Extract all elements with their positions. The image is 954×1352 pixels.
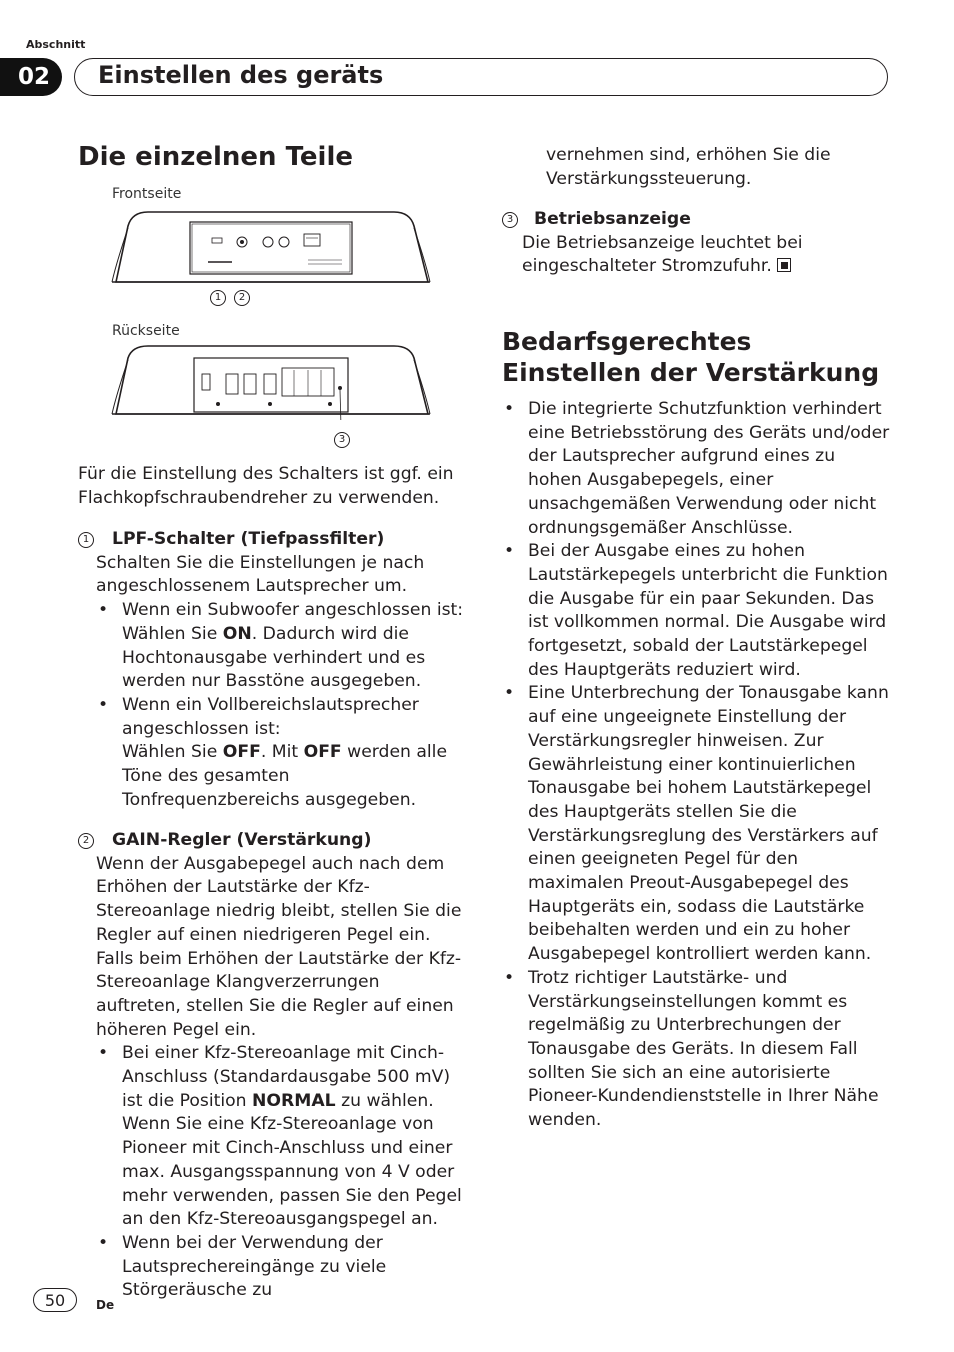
- continuation-text: vernehmen sind, erhöhen Sie die Verstärkungssteuerung.: [546, 145, 831, 189]
- callout-3-rear: 3: [334, 430, 350, 448]
- rear-panel-illustration: [108, 340, 434, 420]
- list-item: • Wenn ein Vollbereichslautsprecher angeschlossen ist: Wählen Sie OFF. Mit OFF werden alle Töne des gesamten Tonfrequenzbereichs ausgegeben.: [122, 694, 468, 813]
- chapter-title: Einstellen des geräts: [98, 61, 384, 89]
- section-label: Abschnitt: [26, 38, 86, 51]
- item-gain-heading: GAIN-Regler (Verstärkung): [112, 830, 372, 850]
- item-indicator: 3 Betriebsanzeige Die Betriebsanzeige leuchtet bei eingeschalteter Stromzufuhr.: [502, 208, 892, 279]
- list-item: • Bei einer Kfz-Stereoanlage mit Cinch-Anschluss (Standardausgabe 500 mV) ist die Position NORMAL zu wählen. Wenn Sie eine Kfz-Stereoanlage von Pioneer mit Cinch-Anschluss und einer max. Ausgangsspannung von 4 V oder mehr verwenden, passen Sie den Pegel an den Kfz-Stereoausgangspegel an.: [122, 1042, 468, 1232]
- section-title-gain-adjust: Bedarfsgerechtes Einstellen der Verstärkung: [502, 327, 880, 387]
- list-item: • Bei der Ausgabe eines zu hohen Lautstärkepegels unterbricht die Funktion die Ausgabe für ein paar Sekunden. Das ist vollkommen normal. Die Ausgabe wird fortgesetzt, sobald der Lautstärkepegel des Hauptgeräts reduziert wird.: [528, 540, 890, 682]
- list-item: • Wenn bei der Verwendung der Lautsprechereingänge zu viele Störgeräusche zu: [122, 1232, 468, 1303]
- chapter-number-badge: 02: [0, 58, 62, 96]
- item-indicator-text: Die Betriebsanzeige leuchtet bei eingeschalteter Stromzufuhr.: [522, 232, 803, 277]
- front-panel-illustration: [108, 204, 434, 286]
- rear-caption: Rückseite: [112, 323, 180, 339]
- page-number: 50: [33, 1288, 77, 1312]
- item-indicator-heading: Betriebsanzeige: [534, 209, 691, 229]
- item-lpf-heading: LPF-Schalter (Tiefpassfilter): [112, 529, 385, 549]
- list-item: • Trotz richtiger Lautstärke- und Verstärkungseinstellungen kommt es regelmäßig zu Unterbrechungen der Tonausgabe des Geräts. In diesem Fall sollten Sie sich an eine autorisierte Pioneer-Kundendienststelle in Ihrer Nähe wenden.: [528, 967, 890, 1133]
- section-title-parts: Die einzelnen Teile: [78, 142, 353, 172]
- item-lpf: 1 LPF-Schalter (Tiefpassfilter) Schalten Sie die Einstellungen je nach angeschlossenem Lautsprecher um. • Wenn ein Subwoofer angeschlossen ist: Wählen Sie ON. Dadurch wird die Hochtonausgabe verhindert und es werden nur Basstöne ausgegeben. • Wenn ein Vollbereichslautsprecher angeschlossen ist: Wählen Sie OFF. Mit OFF werden alle Töne des gesamten Tonfrequenzbereichs ausgegeben.: [78, 528, 468, 812]
- callout-1-front: 1: [210, 288, 226, 306]
- intro-text: Für die Einstellung des Schalters ist ggf. ein Flachkopfschraubendreher zu verwenden.: [78, 464, 454, 508]
- list-item: • Wenn ein Subwoofer angeschlossen ist: Wählen Sie ON. Dadurch wird die Hochtonausgabe verhindert und es werden nur Basstöne ausgegeben.: [122, 599, 468, 694]
- language-code: De: [96, 1298, 115, 1312]
- item-gain-text: Wenn der Ausgabepegel auch nach dem Erhöhen der Lautstärke der Kfz-Stereoanlage niedrig bleibt, stellen Sie die Regler auf einen niedrigeren Pegel ein. Falls beim Erhöhen der Lautstärke der Kfz-Stereoanlage Klangverzerrungen auftreten, stellen Sie die Regler auf einen höheren Pegel ein.: [96, 853, 462, 1040]
- end-mark-icon: [777, 258, 791, 272]
- item-lpf-text: Schalten Sie die Einstellungen je nach angeschlossenem Lautsprecher um.: [96, 552, 425, 597]
- item-gain: 2 GAIN-Regler (Verstärkung) Wenn der Ausgabepegel auch nach dem Erhöhen der Lautstärke der Kfz-Stereoanlage niedrig bleibt, stellen Sie die Regler auf einen niedrigeren Pegel ein. Falls beim Erhöhen der Lautstärke der Kfz-Stereoanlage Klangverzerrungen auftreten, stellen Sie die Regler auf einen höheren Pegel ein. • Bei einer Kfz-Stereoanlage mit Cinch-Anschluss (Standardausgabe 500 mV) ist die Position NORMAL zu wählen. Wenn Sie eine Kfz-Stereoanlage von Pioneer mit Cinch-Anschluss und einer max. Ausgangsspannung von 4 V oder mehr verwenden, passen Sie den Pegel an den Kfz-Stereoausgangspegel an. • Wenn bei der Verwendung der Lautsprechereingänge zu viele Störgeräusche zu: [78, 829, 468, 1303]
- gain-notes-list: [528, 398, 890, 1133]
- callout-2-front: 2: [234, 288, 250, 306]
- list-item: • Die integrierte Schutzfunktion verhindert eine Betriebsstörung des Geräts und/oder der Lautsprecher aufgrund eines zu hohen Ausgabepegels, einer unsachgemäßen Verwendung oder nicht ordnungsgemäßer Anschlüsse.: [528, 398, 890, 540]
- front-caption: Frontseite: [112, 186, 182, 202]
- list-item: • Eine Unterbrechung der Tonausgabe kann auf eine ungeeignete Einstellung der Verstärkungsregler hinweisen. Zur Gewährleistung einer kontinuierlichen Tonausgabe bei hohem Lautstärkepegel des Hauptgeräts stellen Sie die Verstärkungsreglung des Verstärkers auf einen geeigneten Pegel für den maximalen Preout-Ausgabepegel des Hauptgeräts ein, sodass die Lautstärke beibehalten werden und ein zu hoher Ausgabepegel kontrolliert werden kann.: [528, 682, 890, 966]
